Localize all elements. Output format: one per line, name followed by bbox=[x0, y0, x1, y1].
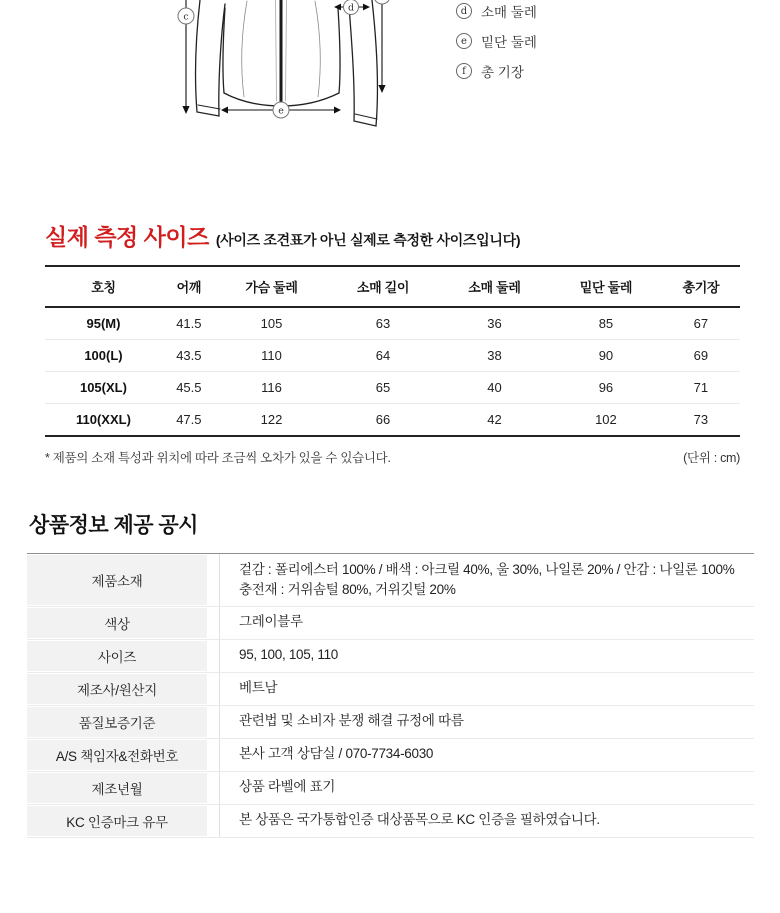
size-value-cell: 71 bbox=[662, 372, 740, 404]
marker-letter-c: c bbox=[183, 11, 189, 23]
size-value-cell: 116 bbox=[216, 372, 327, 404]
legend-item-sleeve-circumference bbox=[456, 1, 537, 21]
legend-label: 밑단 둘레 bbox=[481, 35, 537, 50]
size-value-cell: 65 bbox=[327, 372, 438, 404]
size-value-cell: 122 bbox=[216, 404, 327, 437]
size-name-cell: 105(XL) bbox=[45, 372, 162, 404]
tolerance-note: * 제품의 소재 특성과 위치에 따라 조금씩 오차가 있을 수 있습니다. bbox=[45, 451, 391, 465]
column-header: 어깨 bbox=[162, 266, 216, 307]
jacket-right-sleeve bbox=[349, 0, 377, 126]
info-label: KC 인증마크 유무 bbox=[27, 806, 207, 836]
column-header: 호칭 bbox=[45, 266, 162, 307]
info-label: 제조년월 bbox=[27, 773, 207, 803]
size-value-cell: 63 bbox=[375, 316, 391, 331]
info-label: 제조사/원산지 bbox=[27, 674, 207, 704]
size-value-cell: 66 bbox=[327, 404, 438, 437]
size-value-cell: 105 bbox=[260, 316, 283, 331]
circled-e-icon: e bbox=[456, 33, 472, 49]
size-value-cell: 102 bbox=[550, 404, 661, 437]
info-label: 제품소재 bbox=[27, 555, 207, 605]
size-value-cell: 43.5 bbox=[162, 340, 216, 372]
info-value-line: 겉감 : 폴리에스터 100% / 배색 : 아크릴 40%, 울 30%, 나일론 20% / 안감 : 나일론 100% bbox=[239, 561, 735, 577]
info-row-size bbox=[27, 640, 754, 673]
marker-circle-f bbox=[374, 0, 390, 4]
measured-size-section bbox=[45, 219, 740, 466]
size-value-cell: 47.5 bbox=[162, 404, 216, 437]
product-info-title: 상품정보 제공 공시 bbox=[29, 514, 198, 537]
jacket-body-right-edge bbox=[338, 8, 340, 93]
size-value-cell: 69 bbox=[662, 340, 740, 372]
size-value-cell: 38 bbox=[439, 340, 550, 372]
legend-label: 소매 둘레 bbox=[481, 5, 537, 20]
info-label: 색상 bbox=[27, 608, 207, 638]
size-value-cell: 36 bbox=[487, 316, 502, 331]
column-header: 총기장 bbox=[662, 266, 740, 307]
unit-label: (단위 : cm) bbox=[683, 451, 740, 465]
column-header: 소매 길이 bbox=[327, 266, 438, 307]
size-value-cell: 67 bbox=[693, 316, 709, 331]
info-label: 품질보증기준 bbox=[27, 707, 207, 737]
jacket-seam-left bbox=[242, 1, 247, 97]
table-row bbox=[45, 340, 740, 372]
info-value: 본 상품은 국가통합인증 대상품목으로 KC 인증을 필하였습니다. bbox=[219, 805, 754, 837]
info-value: 95, 100, 105, 110 bbox=[219, 640, 754, 672]
marker-letter-e: e bbox=[278, 105, 284, 117]
size-table-footnote-row bbox=[45, 448, 740, 466]
size-value-cell: 90 bbox=[550, 340, 661, 372]
info-value bbox=[219, 554, 754, 606]
info-label: 사이즈 bbox=[27, 641, 207, 671]
size-table bbox=[45, 265, 740, 437]
circled-d-icon: d bbox=[456, 3, 472, 19]
legend-item-total-length bbox=[456, 61, 537, 81]
size-value-cell: 41.5 bbox=[176, 316, 202, 331]
size-value-cell: 42 bbox=[439, 404, 550, 437]
info-value: 그레이블루 bbox=[219, 607, 754, 639]
info-value-line: 충전재 : 거위솜털 80%, 거위깃털 20% bbox=[239, 581, 456, 597]
info-value: 상품 라벨에 표기 bbox=[219, 772, 754, 804]
info-row-color bbox=[27, 607, 754, 640]
size-table-header-row bbox=[45, 266, 740, 307]
table-row bbox=[45, 307, 740, 340]
size-value-cell: 40 bbox=[439, 372, 550, 404]
legend-item-hem-circumference bbox=[456, 31, 537, 51]
size-value-cell: 96 bbox=[550, 372, 661, 404]
jacket-measurement-diagram bbox=[0, 0, 780, 150]
info-value: 관련법 및 소비자 분쟁 해결 규정에 따름 bbox=[219, 706, 754, 738]
info-value: 본사 고객 상담실 / 070-7734-6030 bbox=[219, 739, 754, 771]
jacket-left-cuff-line bbox=[198, 105, 220, 109]
jacket-line-drawing bbox=[163, 0, 415, 140]
jacket-placket-right bbox=[286, 0, 287, 101]
product-info-section bbox=[27, 509, 754, 838]
size-name-cell: 110(XXL) bbox=[45, 404, 162, 437]
size-value-cell: 45.5 bbox=[162, 372, 216, 404]
measurement-legend bbox=[456, 1, 537, 81]
size-section-heading bbox=[45, 219, 740, 252]
size-value-cell: 110 bbox=[216, 340, 327, 372]
product-info-table bbox=[27, 553, 754, 838]
column-header: 가슴 둘레 bbox=[216, 266, 327, 307]
jacket-seam-right bbox=[315, 1, 320, 97]
legend-label: 총 기장 bbox=[481, 65, 524, 80]
info-row-as-contact bbox=[27, 739, 754, 772]
jacket-left-sleeve bbox=[196, 0, 225, 116]
column-header: 소매 둘레 bbox=[439, 266, 550, 307]
column-header: 밑단 둘레 bbox=[550, 266, 661, 307]
jacket-placket-left bbox=[276, 0, 277, 101]
info-row-manufacture-date bbox=[27, 772, 754, 805]
size-name-cell: 95(M) bbox=[86, 316, 121, 331]
info-row-kc-certification bbox=[27, 805, 754, 838]
size-value-cell: 85 bbox=[598, 316, 614, 331]
info-row-manufacturer bbox=[27, 673, 754, 706]
info-row-material bbox=[27, 554, 754, 607]
table-row bbox=[45, 404, 740, 437]
size-value-cell: 64 bbox=[327, 340, 438, 372]
marker-letter-d: d bbox=[347, 2, 355, 14]
info-row-warranty bbox=[27, 706, 754, 739]
jacket-right-cuff-line bbox=[355, 114, 377, 119]
size-name-cell: 100(L) bbox=[45, 340, 162, 372]
size-section-title: 실제 측정 사이즈 bbox=[45, 224, 209, 250]
size-value-cell: 73 bbox=[662, 404, 740, 437]
info-value: 베트남 bbox=[219, 673, 754, 705]
size-section-subtitle: (사이즈 조견표가 아닌 실제로 측정한 사이즈입니다) bbox=[215, 232, 521, 248]
circled-f-icon: f bbox=[456, 63, 472, 79]
info-label: A/S 책임자&전화번호 bbox=[27, 740, 207, 770]
table-row bbox=[45, 372, 740, 404]
measure-arrow-f bbox=[378, 0, 385, 93]
